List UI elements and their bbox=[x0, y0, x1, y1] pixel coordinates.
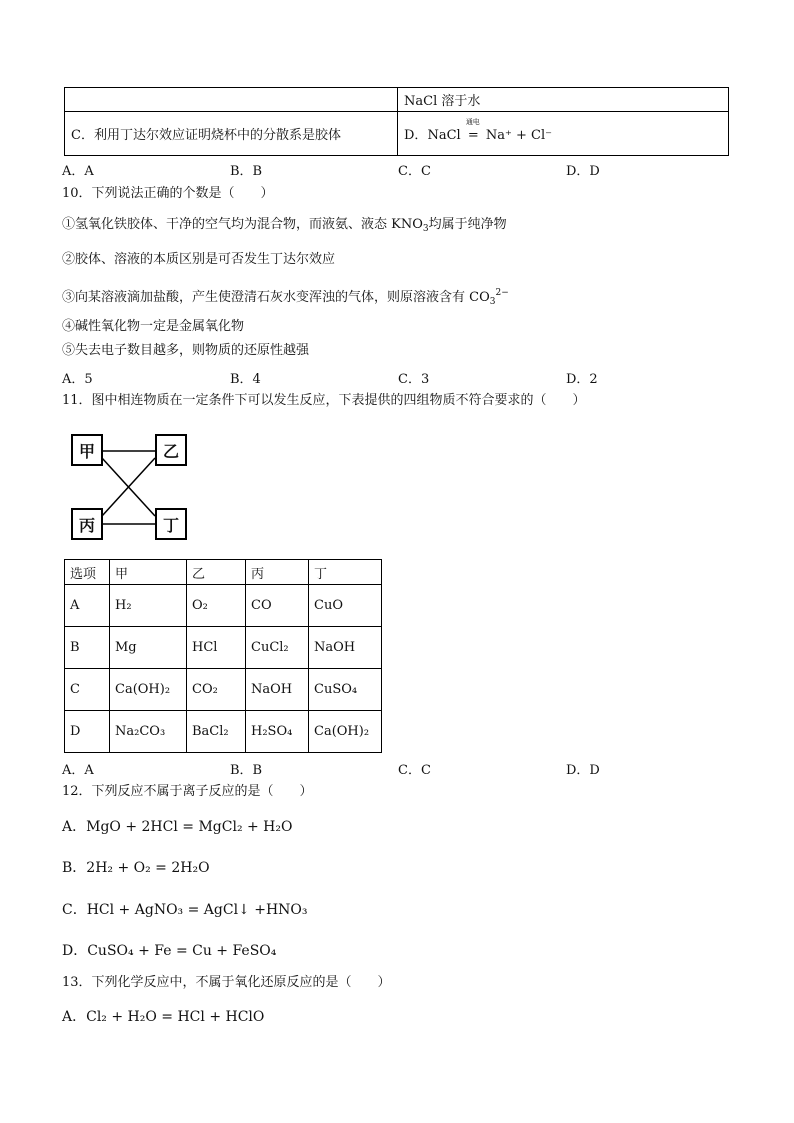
q9-options bbox=[62, 160, 742, 178]
table-row: C Ca(OH)₂ CO₂ NaOH CuSO₄ bbox=[65, 669, 382, 711]
header-jia: 甲 bbox=[110, 560, 187, 585]
q11-option-a[interactable]: A．A bbox=[62, 763, 94, 778]
q10-options bbox=[62, 368, 742, 386]
q10-statement-5: ⑤失去电子数目越多，则物质的还原性越强 bbox=[62, 343, 310, 358]
q13-stem: 13．下列化学反应中，不属于氧化还原反应的是（ ） bbox=[62, 975, 391, 990]
q9-option-c: C．利用丁达尔效应证明烧杯中的分散系是胶体 bbox=[65, 112, 398, 156]
header-yi: 乙 bbox=[187, 560, 246, 585]
q10-option-a[interactable]: A．5 bbox=[62, 372, 93, 387]
header-ding: 丁 bbox=[309, 560, 382, 585]
q11-option-c[interactable]: C．C bbox=[398, 763, 431, 778]
q10-option-d[interactable]: D．2 bbox=[566, 372, 598, 387]
table-row: D Na₂CO₃ BaCl₂ H₂SO₄ Ca(OH)₂ bbox=[65, 711, 382, 753]
table-row: B Mg HCl CuCl₂ NaOH bbox=[65, 627, 382, 669]
q10-statement-1: ①氢氧化铁胶体、干净的空气均为混合物，而液氨、液态 $KNO_3$均属于纯净物 bbox=[62, 217, 507, 234]
q13-option-a[interactable]: A．Cl₂ + H₂O = HCl + HClO bbox=[62, 1009, 265, 1025]
diagram-box-bing: 丙 bbox=[71, 508, 103, 540]
q9-cell-nacl-dissolve: NaCl 溶于水 bbox=[398, 88, 729, 112]
table-row: A H₂ O₂ CO CuO bbox=[65, 585, 382, 627]
q9-table bbox=[64, 87, 729, 156]
header-option: 选项 bbox=[65, 560, 110, 585]
q9-option-b[interactable]: B．B bbox=[230, 164, 263, 179]
q9-option-a[interactable]: A．A bbox=[62, 164, 94, 179]
q12-stem: 12．下列反应不属于离子反应的是（ ） bbox=[62, 784, 313, 799]
q11-options bbox=[62, 759, 742, 777]
q10-option-b[interactable]: B．4 bbox=[230, 372, 261, 387]
q10-option-c[interactable]: C．3 bbox=[398, 372, 430, 387]
q10-statement-4: ④碱性氧化物一定是金属氧化物 bbox=[62, 319, 245, 334]
q11-option-b[interactable]: B．B bbox=[230, 763, 263, 778]
q9-option-c-choice[interactable]: C．C bbox=[398, 164, 431, 179]
q9-option-d-choice[interactable]: D．D bbox=[566, 164, 600, 179]
q11-table bbox=[64, 559, 382, 753]
q10-stem: 10．下列说法正确的个数是（ ） bbox=[62, 186, 274, 201]
q9-cell-empty bbox=[65, 88, 398, 112]
q10-statement-2: ②胶体、溶液的本质区别是可否发生丁达尔效应 bbox=[62, 252, 336, 267]
q12-option-b[interactable]: B．2H₂ + O₂ = 2H₂O bbox=[62, 860, 210, 876]
diagram-box-yi: 乙 bbox=[155, 434, 187, 466]
q12-option-a[interactable]: A．MgO + 2HCl = MgCl₂ + H₂O bbox=[62, 819, 293, 835]
table-header-row bbox=[65, 560, 382, 585]
q12-option-c[interactable]: C．HCl + AgNO₃ = AgCl↓ +HNO₃ bbox=[62, 902, 308, 918]
q10-statement-3: ③向某溶液滴加盐酸，产生使澄清石灰水变浑浊的气体，则原溶液含有 $CO_3^{2-}$ bbox=[62, 288, 509, 307]
electrolysis-equals: 通电 = bbox=[465, 118, 480, 143]
header-bing: 丙 bbox=[246, 560, 309, 585]
q12-option-d[interactable]: D．CuSO₄ + Fe = Cu + FeSO₄ bbox=[62, 943, 277, 959]
diagram-box-ding: 丁 bbox=[155, 508, 187, 540]
q11-option-d[interactable]: D．D bbox=[566, 763, 600, 778]
q9-option-d: D．NaCl 通电 = Na⁺ + Cl⁻ bbox=[398, 112, 729, 156]
q11-stem: 11．图中相连物质在一定条件下可以发生反应，下表提供的四组物质不符合要求的（ ） bbox=[62, 393, 586, 408]
diagram-box-jia: 甲 bbox=[71, 434, 103, 466]
